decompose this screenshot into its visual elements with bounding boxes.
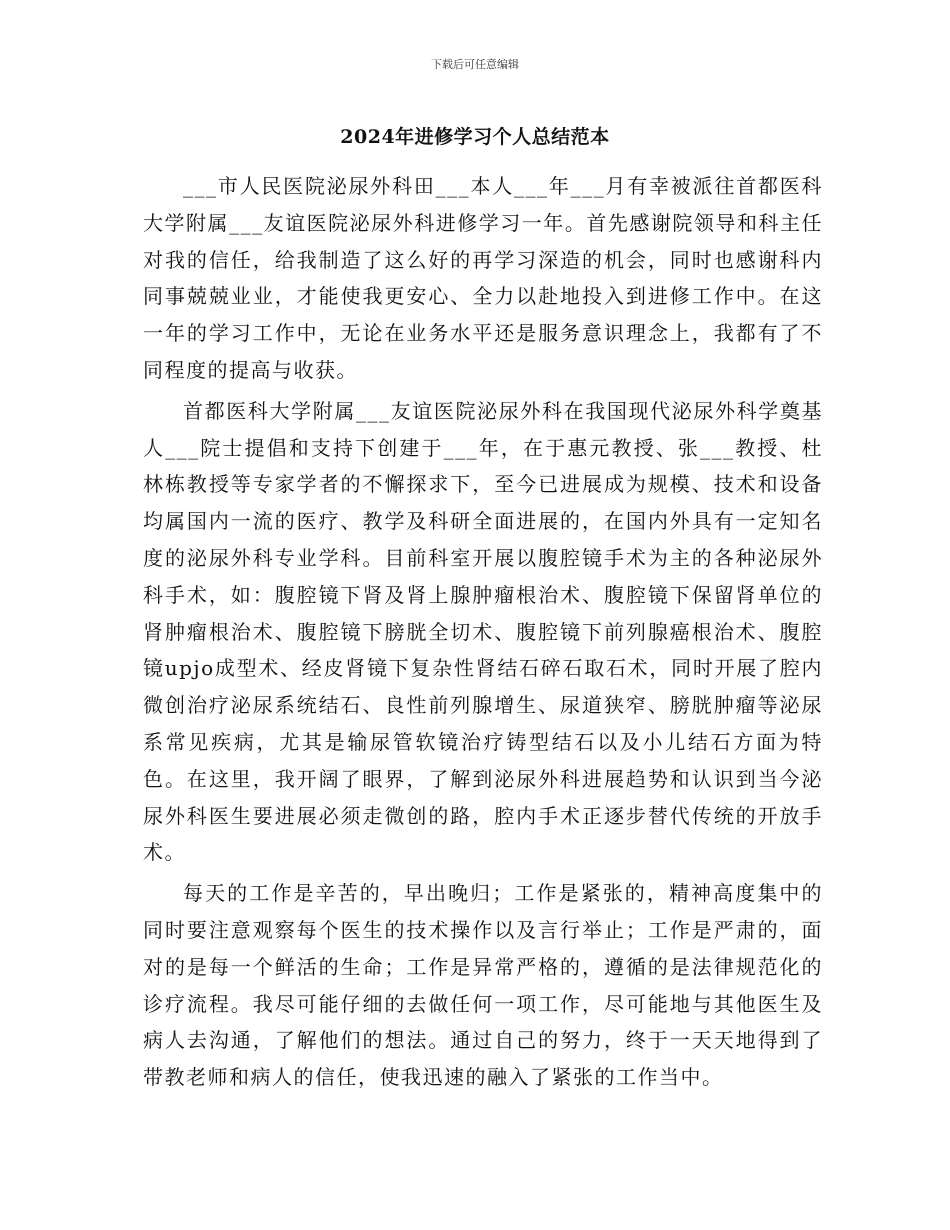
document-body bbox=[143, 168, 823, 1100]
page-header-note: 下载后可任意编辑 bbox=[431, 58, 519, 71]
paragraph-2: 首都医科大学附属___友谊医院泌尿外科在我国现代泌尿外科学奠基人___院士提倡和支持下创建于___年，在于惠元教授、张___教授、杜林栋教授等专家学者的不懈探求下，至今已进展成为规模、技术和设备均属国内一流的医疗、教学及科研全面进展的，在国内外具有一定知名度的泌尿外科专业学科。目前科室开展以腹腔镜手术为主的各种泌尿外科手术，如：腹腔镜下肾及肾上腺肿瘤根治术、腹腔镜下保留肾单位的肾肿瘤根治术、腹腔镜下膀胱全切术、腹腔镜下前列腺癌根治术、腹腔镜upjo成型术、经皮肾镜下复杂性肾结石碎石取石术，同时开展了腔内微创治疗泌尿系统结石、良性前列腺增生、尿道狭窄、膀胱肿瘤等泌尿系常见疾病，尤其是输尿管软镜治疗铸型结石以及小儿结石方面为特色。在这里，我开阔了眼界，了解到泌尿外科进展趋势和认识到当今泌尿外科医生要进展必须走微创的路，腔内手术正逐步替代传统的开放手术。 bbox=[143, 398, 823, 865]
paragraph-1: ___市人民医院泌尿外科田___本人___年___月有幸被派往首都医科大学附属___友谊医院泌尿外科进修学习一年。首先感谢院领导和科主任对我的信任，给我制造了这么好的再学习深造的机会，同时也感谢科内同事兢兢业业，才能使我更安心、全力以赴地投入到进修工作中。在这一年的学习工作中，无论在业务水平还是服务意识理念上，我都有了不同程度的提高与收获。 bbox=[143, 174, 823, 382]
paragraph-3: 每天的工作是辛苦的，早出晚归；工作是紧张的，精神高度集中的同时要注意观察每个医生的技术操作以及言行举止；工作是严肃的，面对的是每一个鲜活的生命；工作是异常严格的，遵循的是法律规范化的诊疗流程。我尽可能仔细的去做任何一项工作，尽可能地与其他医生及病人去沟通，了解他们的想法。通过自己的努力，终于一天天地得到了带教老师和病人的信任，使我迅速的融入了紧张的工作当中。 bbox=[143, 881, 823, 1090]
document-title: 2024年进修学习个人总结范本 bbox=[340, 126, 610, 148]
